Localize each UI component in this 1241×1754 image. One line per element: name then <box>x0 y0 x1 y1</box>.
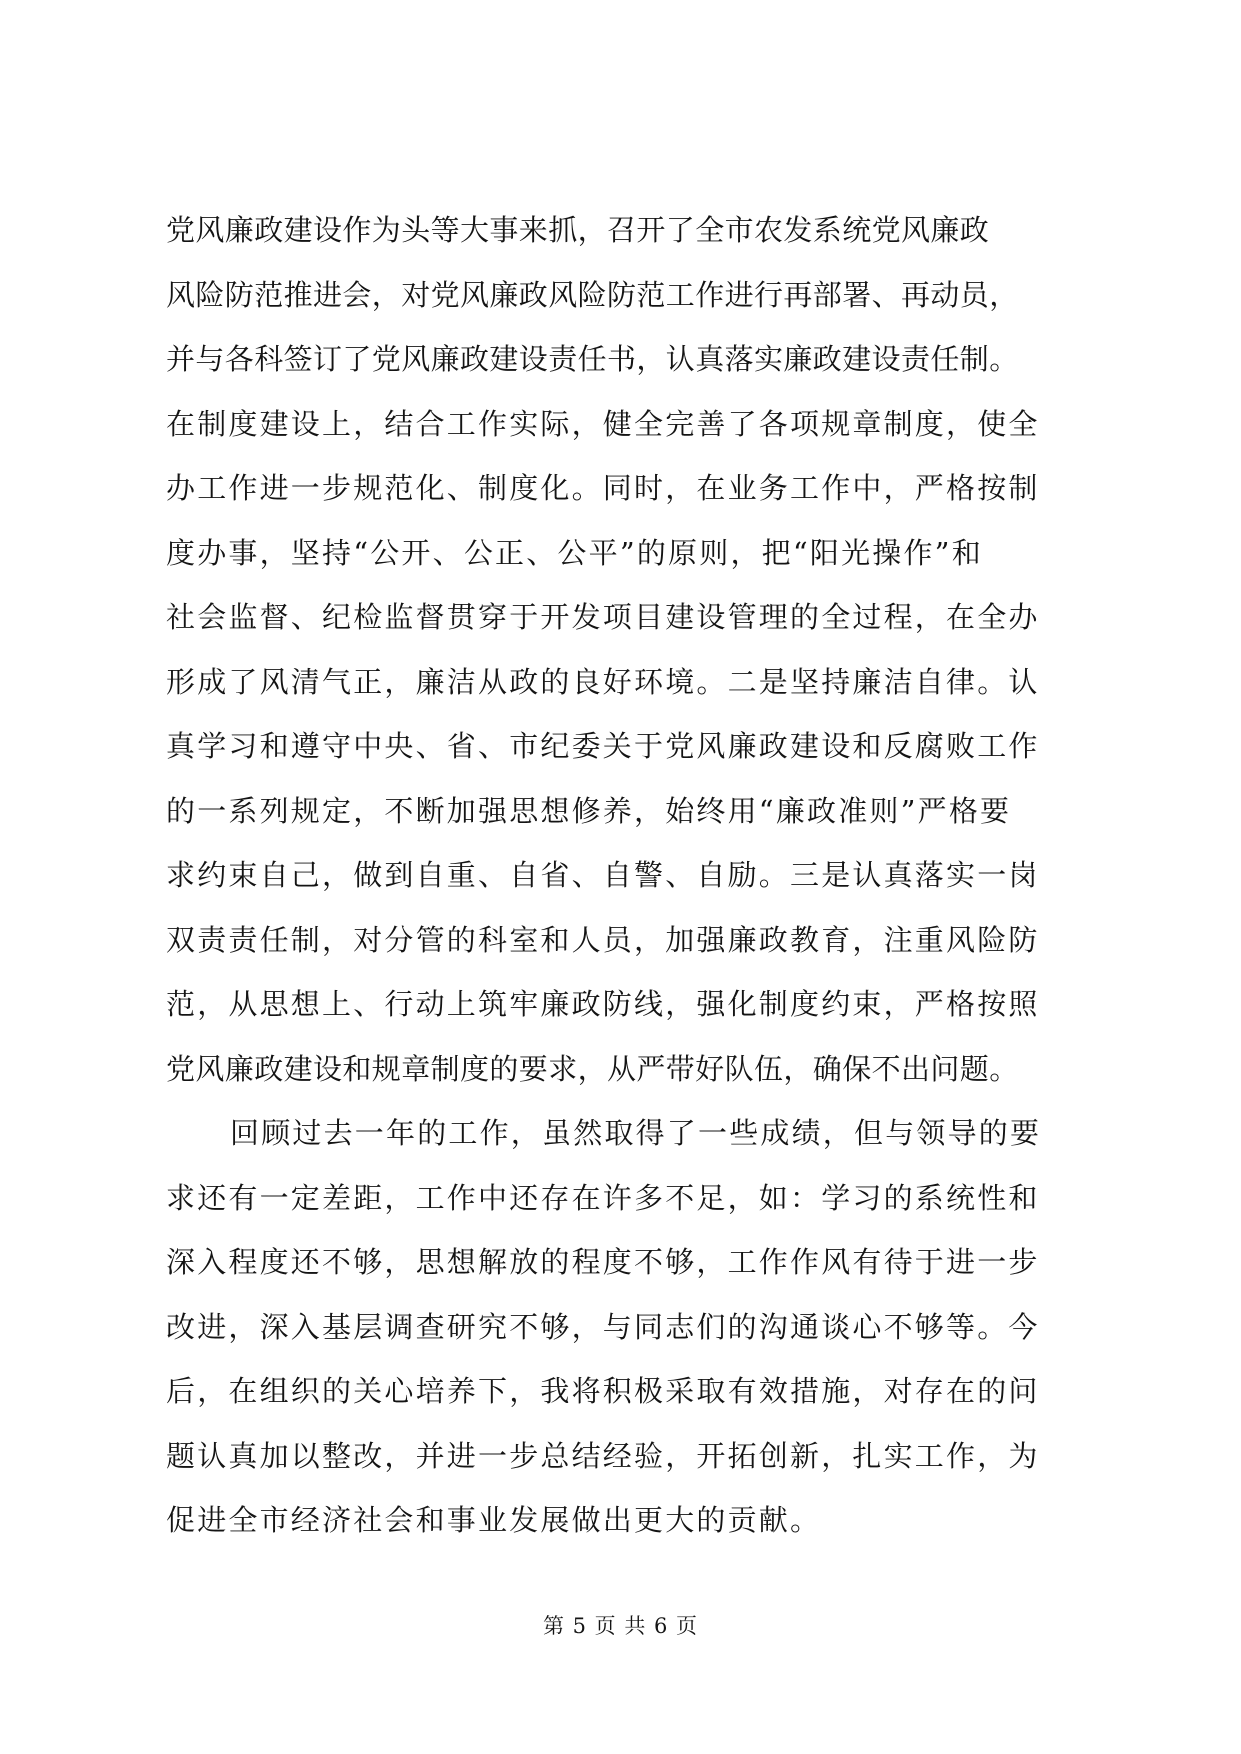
body-text <box>166 198 1106 1553</box>
text-line: 深入程度还不够，思想解放的程度不够，工作作风有待于进一步 <box>166 1245 1040 1279</box>
text-line: 求还有一定差距，工作中还存在许多不足，如：学习的系统性和 <box>166 1180 1040 1215</box>
text-line: 双责责任制，对分管的科室和人员，加强廉政教育，注重风险防 <box>166 922 1040 957</box>
text-line: 办工作进一步规范化、制度化。同时，在业务工作中，严格按制 <box>166 471 1040 505</box>
text-line: 求约束自己，做到自重、自省、自警、自励。三是认真落实一岗 <box>166 858 1040 892</box>
text-line: 促进全市经济社会和事业发展做出更大的贡献。 <box>166 1503 822 1537</box>
text-line: 题认真加以整改，并进一步总结经验，开拓创新，扎实工作，为 <box>166 1438 1040 1473</box>
text-line: 社会监督、纪检监督贯穿于开发项目建设管理的全过程，在全办 <box>166 600 1040 634</box>
text-line: 的一系列规定，不断加强思想修养，始终用“廉政准则”严格要 <box>166 793 1012 828</box>
paragraph-first-line: 回顾过去一年的工作，虽然取得了一些成绩，但与领导的要 <box>230 1116 1042 1150</box>
text-line: 在制度建设上，结合工作实际，健全完善了各项规章制度，使全 <box>166 406 1040 441</box>
text-line: 党风廉政建设和规章制度的要求，从严带好队伍，确保不出问题。 <box>166 1051 1019 1086</box>
text-line: 形成了风清气正，廉洁从政的良好环境。二是坚持廉洁自律。认 <box>166 664 1040 699</box>
page-footer <box>0 1610 1241 1640</box>
text-line: 党风廉政建设作为头等大事来抓，召开了全市农发系统党风廉政 <box>166 213 990 247</box>
page-number: 第 5 页 共 6 页 <box>542 1614 699 1638</box>
text-line: 度办事，坚持“公开、公正、公平”的原则，把“阳光操作”和 <box>166 535 983 570</box>
text-line: 真学习和遵守中央、省、市纪委关于党风廉政建设和反腐败工作 <box>166 729 1040 763</box>
text-line: 改进，深入基层调查研究不够，与同志们的沟通谈心不够等。今 <box>166 1309 1040 1344</box>
text-line: 范，从思想上、行动上筑牢廉政防线，强化制度约束，严格按照 <box>166 987 1040 1021</box>
text-line: 风险防范推进会，对党风廉政风险防范工作进行再部署、再动员， <box>166 277 1019 312</box>
text-line: 后，在组织的关心培养下，我将积极采取有效措施，对存在的问 <box>166 1374 1040 1408</box>
text-line: 并与各科签订了党风廉政建设责任书，认真落实廉政建设责任制。 <box>166 342 1019 376</box>
